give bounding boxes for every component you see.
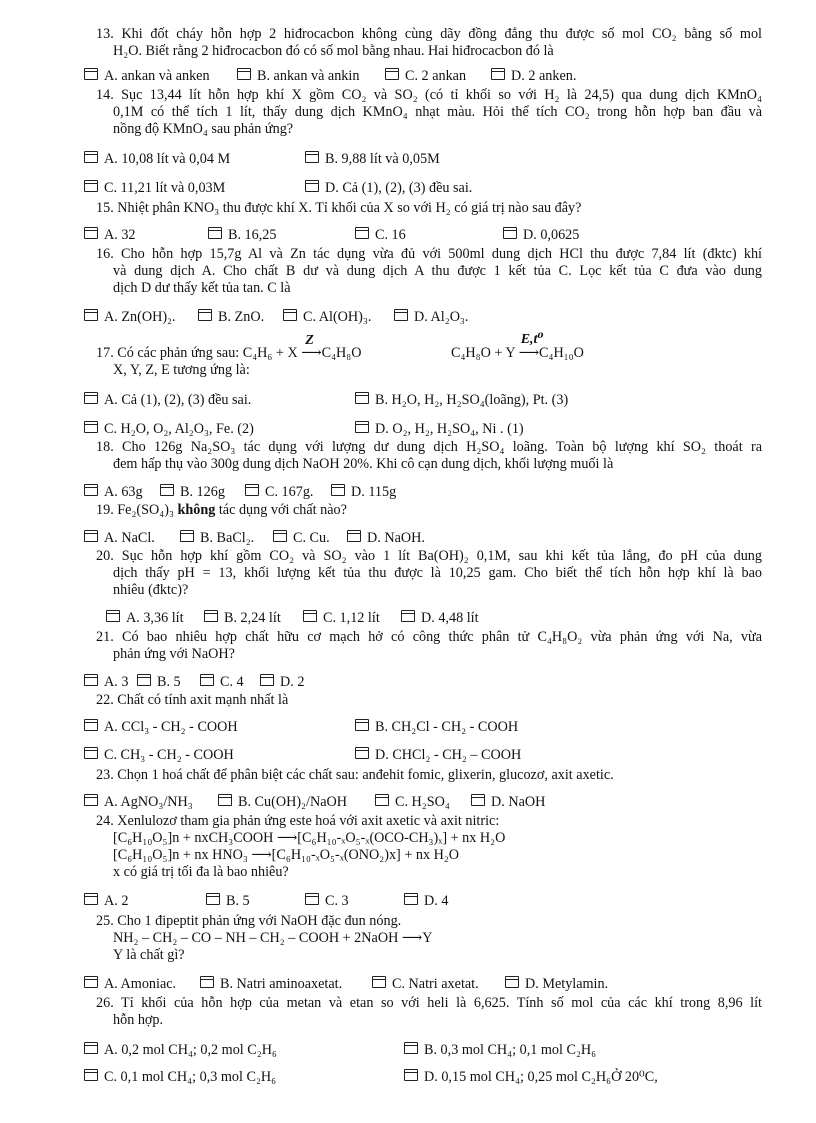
checkbox-icon[interactable] — [106, 610, 120, 622]
checkbox-icon[interactable] — [305, 180, 319, 192]
checkbox-icon[interactable] — [331, 484, 345, 496]
q23-option-c[interactable]: C. H₂SO₄ — [375, 794, 450, 811]
checkbox-icon[interactable] — [471, 794, 485, 806]
q25-option-a[interactable]: A. Amoniac. — [84, 976, 176, 993]
checkbox-icon[interactable] — [245, 484, 259, 496]
q24-option-c[interactable]: C. 3 — [305, 893, 349, 910]
checkbox-icon[interactable] — [84, 309, 98, 321]
checkbox-icon[interactable] — [160, 484, 174, 496]
q21-line2: phản ứng với NaOH? — [113, 646, 235, 662]
q15-option-d[interactable]: D. 0,0625 — [503, 227, 579, 244]
q24-line4: x có giá trị tối đa là bao nhiêu? — [113, 864, 289, 880]
q19-option-c[interactable]: C. Cu. — [273, 530, 330, 547]
q24-option-a[interactable]: A. 2 — [84, 893, 128, 910]
checkbox-icon[interactable] — [84, 1069, 98, 1081]
q20-option-a[interactable]: A. 3,36 lít — [106, 610, 184, 627]
q18-line2: đem hấp thụ vào 300g dung dịch NaOH 20%. Khi cô cạn dung dịch, khối lượng muối là — [113, 456, 614, 472]
q21-option-d[interactable]: D. 2 — [260, 674, 304, 691]
checkbox-icon[interactable] — [491, 68, 505, 80]
q15-option-a[interactable]: A. 32 — [84, 227, 136, 244]
q17-reaction-1: 17. Có các phản ứng sau: C₄H₆ + X Z ⟶C₄H₈O — [96, 333, 362, 361]
checkbox-icon[interactable] — [84, 1042, 98, 1054]
checkbox-icon[interactable] — [305, 151, 319, 163]
checkbox-icon[interactable] — [273, 530, 287, 542]
checkbox-icon[interactable] — [355, 421, 369, 433]
q16-line3: dịch D dư thấy kết tủa tan. C là — [113, 280, 291, 296]
checkbox-icon[interactable] — [206, 893, 220, 905]
q20-line1: 20. Sục hỗn hợp khí gồm CO₂ và SO₂ vào 1 lít Ba(OH)₂ 0,1M, sau khi kết tủa lắng, đo pH của dung — [96, 548, 762, 564]
q16-option-c[interactable]: C. Al(OH)₃. — [283, 309, 371, 326]
checkbox-icon[interactable] — [404, 1069, 418, 1081]
q21-option-c[interactable]: C. 4 — [200, 674, 244, 691]
q25-line3: Y là chất gì? — [113, 947, 185, 963]
checkbox-icon[interactable] — [84, 227, 98, 239]
q26-line2: hỗn hợp. — [113, 1012, 164, 1028]
q24-option-b[interactable]: B. 5 — [206, 893, 250, 910]
q13-option-c[interactable]: C. 2 ankan — [385, 68, 466, 85]
q19-line1: 19. Fe₂(SO₄)₃ không tác dụng với chất nào? — [96, 502, 347, 518]
q22-option-b[interactable]: B. CH₂Cl - CH₂ - COOH — [355, 719, 518, 736]
q17-option-a[interactable]: A. Cả (1), (2), (3) đều sai. — [84, 392, 251, 409]
checkbox-icon[interactable] — [84, 719, 98, 731]
q17-reaction-2: C₄H₈O + Y E,t⁰ ⟶C₄H₁₀O — [451, 332, 584, 361]
checkbox-icon[interactable] — [204, 610, 218, 622]
q16-option-a[interactable]: A. Zn(OH)₂. — [84, 309, 176, 326]
q20-option-c[interactable]: C. 1,12 lít — [303, 610, 380, 627]
checkbox-icon[interactable] — [347, 530, 361, 542]
q13-option-a[interactable]: A. ankan và anken — [84, 68, 210, 85]
q13-line1: 13. Khi đốt cháy hỗn hợp 2 hiđrocacbon không cùng dãy đồng đẳng thu được số mol CO₂ bằng số mol — [96, 26, 762, 42]
checkbox-icon[interactable] — [84, 180, 98, 192]
checkbox-icon[interactable] — [283, 309, 297, 321]
q25-eq: NH₂ – CH₂ – CO – NH – CH₂ – COOH + 2NaOH ⟶Y — [113, 930, 433, 946]
q26-option-b[interactable]: B. 0,3 mol CH₄; 0,1 mol C₂H₆ — [404, 1042, 596, 1059]
q17-option-b[interactable]: B. H₂O, H₂, H₂SO₄(loãng), Pt. (3) — [355, 392, 568, 409]
q25-line1: 25. Cho 1 đipeptit phản ứng với NaOH đặc đun nóng. — [96, 913, 402, 929]
q17-option-c[interactable]: C. H₂O, O₂, Al₂O₃, Fe. (2) — [84, 421, 254, 438]
q16-line1: 16. Cho hỗn hợp 15,7g Al và Zn tác dụng vừa đủ với 500ml dung dịch HCl thu được 7,84 lít (đktc) khí — [96, 246, 762, 262]
q21-option-b[interactable]: B. 5 — [137, 674, 181, 691]
checkbox-icon[interactable] — [303, 610, 317, 622]
q14-option-c[interactable]: C. 11,21 lít và 0,03M — [84, 180, 225, 197]
q15-line1: 15. Nhiệt phân KNO₃ thu được khí X. Tỉ khối của X so với H₂ có giá trị nào sau đây? — [96, 200, 582, 216]
checkbox-icon[interactable] — [404, 893, 418, 905]
q23-line1: 23. Chọn 1 hoá chất để phân biệt các chất sau: anđehit fomic, glixerin, glucozơ, axit axetic. — [96, 767, 614, 783]
checkbox-icon[interactable] — [200, 976, 214, 988]
checkbox-icon[interactable] — [208, 227, 222, 239]
checkbox-icon[interactable] — [84, 484, 98, 496]
q14-option-a[interactable]: A. 10,08 lít và 0,04 M — [84, 151, 230, 168]
checkbox-icon[interactable] — [84, 68, 98, 80]
q25-option-d[interactable]: D. Metylamin. — [505, 976, 608, 993]
q13-option-d[interactable]: D. 2 anken. — [491, 68, 576, 85]
checkbox-icon[interactable] — [394, 309, 408, 321]
q22-option-d[interactable]: D. CHCl₂ - CH₂ – COOH — [355, 747, 521, 764]
q15-option-c[interactable]: C. 16 — [355, 227, 406, 244]
q18-option-c[interactable]: C. 167g. — [245, 484, 313, 501]
q24-line1: 24. Xenlulozơ tham gia phản ứng este hoá với axit axetic và axit nitric: — [96, 813, 500, 829]
q22-option-a[interactable]: A. CCl₃ - CH₂ - COOH — [84, 719, 238, 736]
checkbox-icon[interactable] — [180, 530, 194, 542]
q22-option-c[interactable]: C. CH₃ - CH₂ - COOH — [84, 747, 234, 764]
checkbox-icon[interactable] — [237, 68, 251, 80]
q20-option-b[interactable]: B. 2,24 lít — [204, 610, 281, 627]
checkbox-icon[interactable] — [84, 151, 98, 163]
q14-option-b[interactable]: B. 9,88 lít và 0,05M — [305, 151, 440, 168]
checkbox-icon[interactable] — [84, 421, 98, 433]
checkbox-icon[interactable] — [305, 893, 319, 905]
q26-option-a[interactable]: A. 0,2 mol CH₄; 0,2 mol C₂H₆ — [84, 1042, 277, 1059]
checkbox-icon[interactable] — [84, 674, 98, 686]
q19-option-b[interactable]: B. BaCl₂. — [180, 530, 254, 547]
checkbox-icon[interactable] — [404, 1042, 418, 1054]
q17-line2: X, Y, Z, E tương ứng là: — [113, 362, 250, 378]
q24-eq1: [C₆H₁₀O₅]n + nxCH₃COOH ⟶[C₆H₁₀-ₓO₅-ₓ(OCO-CH₃)ₓ] + nx H₂O — [113, 830, 506, 846]
q26-line1: 26. Tỉ khối của hỗn hợp của metan và etan so với heli là 6,625. Tính số mol của các khí trong 8,96 lít — [96, 995, 762, 1011]
checkbox-icon[interactable] — [137, 674, 151, 686]
checkbox-icon[interactable] — [218, 794, 232, 806]
q20-option-d[interactable]: D. 4,48 lít — [401, 610, 479, 627]
q14-line3: nồng độ KMnO₄ sau phản ứng? — [113, 121, 294, 137]
q24-eq2: [C₆H₁₀O₅]n + nx HNO₃ ⟶[C₆H₁₀-ₓO₅-ₓ(ONO₂)x] + nx H₂O — [113, 847, 460, 863]
q18-option-d[interactable]: D. 115g — [331, 484, 396, 501]
q17-option-d[interactable]: D. O₂, H₂, H₂SO₄, Ni . (1) — [355, 421, 524, 438]
q26-option-c[interactable]: C. 0,1 mol CH₄; 0,3 mol C₂H₆ — [84, 1069, 276, 1086]
reaction-arrow-icon: Z ⟶ — [301, 333, 322, 361]
q14-line2: 0,1M có thể tích 1 lít, thấy dung dịch KMnO₄ nhạt màu. Hỏi thể tích CO₂ trong hỗn hợp ban đầu và — [113, 104, 762, 120]
checkbox-icon[interactable] — [200, 674, 214, 686]
checkbox-icon[interactable] — [375, 794, 389, 806]
checkbox-icon[interactable] — [505, 976, 519, 988]
checkbox-icon[interactable] — [355, 747, 369, 759]
q21-line1: 21. Có bao nhiêu hợp chất hữu cơ mạch hở có công thức phân tử C₄H₈O₂ vừa phản ứng với Na, vừa — [96, 629, 762, 645]
checkbox-icon[interactable] — [372, 976, 386, 988]
q24-option-d[interactable]: D. 4 — [404, 893, 448, 910]
q23-option-a[interactable]: A. AgNO₃/NH₃ — [84, 794, 193, 811]
checkbox-icon[interactable] — [84, 392, 98, 404]
reaction-arrow-icon: E,t⁰ ⟶ — [518, 332, 544, 361]
q25-option-b[interactable]: B. Natri aminoaxetat. — [200, 976, 342, 993]
q18-option-a[interactable]: A. 63g — [84, 484, 143, 501]
q20-line3: nhiêu (đktc)? — [113, 582, 189, 598]
checkbox-icon[interactable] — [355, 392, 369, 404]
q25-option-c[interactable]: C. Natri axetat. — [372, 976, 479, 993]
q15-option-b[interactable]: B. 16,25 — [208, 227, 276, 244]
checkbox-icon[interactable] — [84, 893, 98, 905]
checkbox-icon[interactable] — [401, 610, 415, 622]
q19-option-d[interactable]: D. NaOH. — [347, 530, 425, 547]
q21-option-a[interactable]: A. 3 — [84, 674, 128, 691]
q18-option-b[interactable]: B. 126g — [160, 484, 225, 501]
q23-option-b[interactable]: B. Cu(OH)₂/NaOH — [218, 794, 347, 811]
q19-option-a[interactable]: A. NaCl. — [84, 530, 155, 547]
q13-option-b[interactable]: B. ankan và ankin — [237, 68, 359, 85]
q23-option-d[interactable]: D. NaOH — [471, 794, 545, 811]
q14-line1: 14. Sục 13,44 lít hỗn hợp khí X gồm CO₂ và SO₂ (có tỉ khối so với H₂ là 24,5) qua dung dịch KMnO₄ — [96, 87, 762, 103]
q14-option-d[interactable]: D. Cả (1), (2), (3) đều sai. — [305, 180, 472, 197]
checkbox-icon[interactable] — [198, 309, 212, 321]
checkbox-icon[interactable] — [84, 794, 98, 806]
checkbox-icon[interactable] — [84, 530, 98, 542]
q16-line2: và dung dịch A. Cho chất B dư và dung dịch A thu được 1 kết tủa C. Lọc kết tủa C đưa vào dung — [113, 263, 762, 279]
q26-option-d[interactable]: D. 0,15 mol CH₄; 0,25 mol C₂H₆Ở 20⁰C, — [404, 1069, 658, 1086]
q20-line2: dịch thấy pH = 13, khối lượng kết tủa thu được là 10,25 gam. Cho biết thể tích hỗn hợp khí là bao — [113, 565, 762, 581]
q18-line1: 18. Cho 126g Na₂SO₃ tác dụng với lượng dư dung dịch H₂SO₄ loãng. Toàn bộ lượng khí SO₂ thoát ra — [96, 439, 762, 455]
q16-option-b[interactable]: B. ZnO. — [198, 309, 264, 326]
checkbox-icon[interactable] — [385, 68, 399, 80]
checkbox-icon[interactable] — [260, 674, 274, 686]
checkbox-icon[interactable] — [503, 227, 517, 239]
checkbox-icon[interactable] — [84, 976, 98, 988]
q16-option-d[interactable]: D. Al₂O₃. — [394, 309, 468, 326]
checkbox-icon[interactable] — [355, 719, 369, 731]
q13-line2: H₂O. Biết rằng 2 hiđrocacbon đó có số mol bằng nhau. Hai hiđrocacbon đó là — [113, 43, 554, 59]
checkbox-icon[interactable] — [355, 227, 369, 239]
q22-line1: 22. Chất có tính axit mạnh nhất là — [96, 692, 289, 708]
checkbox-icon[interactable] — [84, 747, 98, 759]
